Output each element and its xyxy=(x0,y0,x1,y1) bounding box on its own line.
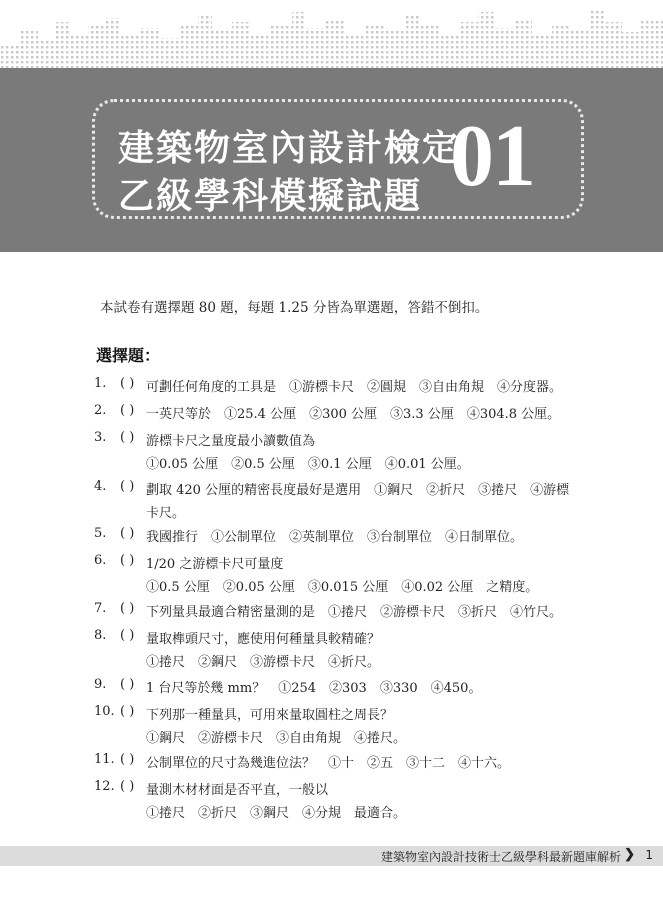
question-options: ①0.5 公厘 ②0.05 公厘 ③0.015 公厘 ④0.02 公厘 之精度。 xyxy=(146,580,539,595)
question-number: 11. xyxy=(94,752,115,767)
answer-blank: ( ) xyxy=(120,779,135,794)
question-number: 8. xyxy=(94,628,107,643)
page-number: 1 xyxy=(645,848,653,862)
question-text: 我國推行 ①公制單位 ②英制單位 ③台制單位 ④日制單位。 xyxy=(146,530,524,545)
question-text: 可劃任何角度的工具是 ①游標卡尺 ②圓規 ③自由角規 ④分度器。 xyxy=(146,380,563,395)
page-title-line1: 建築物室內設計檢定 xyxy=(118,127,461,169)
question-number: 7. xyxy=(94,601,107,616)
answer-blank: ( ) xyxy=(120,704,135,719)
question-text: 1 台尺等於幾 mm？ ①254 ②303 ③330 ④450。 xyxy=(146,681,482,696)
question-text: 下列那一種量具，可用來量取圓柱之周長？ xyxy=(146,708,394,723)
question-text: 下列量具最適合精密量測的是 ①捲尺 ②游標卡尺 ③折尺 ④竹尺。 xyxy=(146,605,563,620)
question-text: 量取榫頭尺寸，應使用何種量具較精確？ xyxy=(146,632,381,647)
question-options: 卡尺。 xyxy=(146,506,186,521)
question-number: 9. xyxy=(94,677,107,692)
question-number: 12. xyxy=(94,779,115,794)
answer-blank: ( ) xyxy=(120,677,135,692)
question-options: ①鋼尺 ②游標卡尺 ③自由角規 ④捲尺。 xyxy=(146,731,407,746)
answer-blank: ( ) xyxy=(120,479,135,494)
question-number: 2. xyxy=(94,403,107,418)
question-text: 一英尺等於 ①25.4 公厘 ②300 公厘 ③3.3 公厘 ④304.8 公厘。 xyxy=(146,407,561,422)
question-number: 3. xyxy=(94,430,107,445)
page-title-line2: 乙級學科模擬試題 xyxy=(118,175,423,217)
answer-blank: ( ) xyxy=(120,628,135,643)
question-number: 1. xyxy=(94,376,107,391)
answer-blank: ( ) xyxy=(120,601,135,616)
question-options: ①0.05 公厘 ②0.5 公厘 ③0.1 公厘 ④0.01 公厘。 xyxy=(146,457,470,472)
answer-blank: ( ) xyxy=(120,553,135,568)
section-title: 選擇題： xyxy=(96,346,161,365)
chapter-number: 01 xyxy=(450,108,534,205)
answer-blank: ( ) xyxy=(120,526,135,541)
intro-text: 本試卷有選擇題 80 題，每題 1.25 分皆為單選題，答錯不倒扣。 xyxy=(100,300,489,316)
question-number: 6. xyxy=(94,553,107,568)
page-footer xyxy=(0,846,663,866)
question-text: 劃取 420 公厘的精密長度最好是選用 ①鋼尺 ②折尺 ③捲尺 ④游標 xyxy=(146,483,570,498)
question-text: 量測木材材面是否平直，一般以 xyxy=(146,783,329,798)
question-number: 5. xyxy=(94,526,107,541)
question-options: ①捲尺 ②鋼尺 ③游標卡尺 ④折尺。 xyxy=(146,655,381,670)
question-options: ①捲尺 ②折尺 ③鋼尺 ④分規 最適合。 xyxy=(146,806,407,821)
answer-blank: ( ) xyxy=(120,752,135,767)
answer-blank: ( ) xyxy=(120,430,135,445)
answer-blank: ( ) xyxy=(120,403,135,418)
question-number: 4. xyxy=(94,479,107,494)
chevron-right-icon: ❯ xyxy=(624,847,635,862)
question-text: 游標卡尺之量度最小讀數值為 xyxy=(146,434,316,449)
answer-blank: ( ) xyxy=(120,376,135,391)
skyline-decoration xyxy=(0,0,663,68)
question-number: 10. xyxy=(94,704,115,719)
question-text: 1/20 之游標卡尺可量度 xyxy=(146,557,284,572)
question-text: 公制單位的尺寸為幾進位法？ ①十 ②五 ③十二 ④十六。 xyxy=(146,756,511,771)
footer-book-title: 建築物室內設計技術士乙級學科最新題庫解析 xyxy=(380,850,621,864)
